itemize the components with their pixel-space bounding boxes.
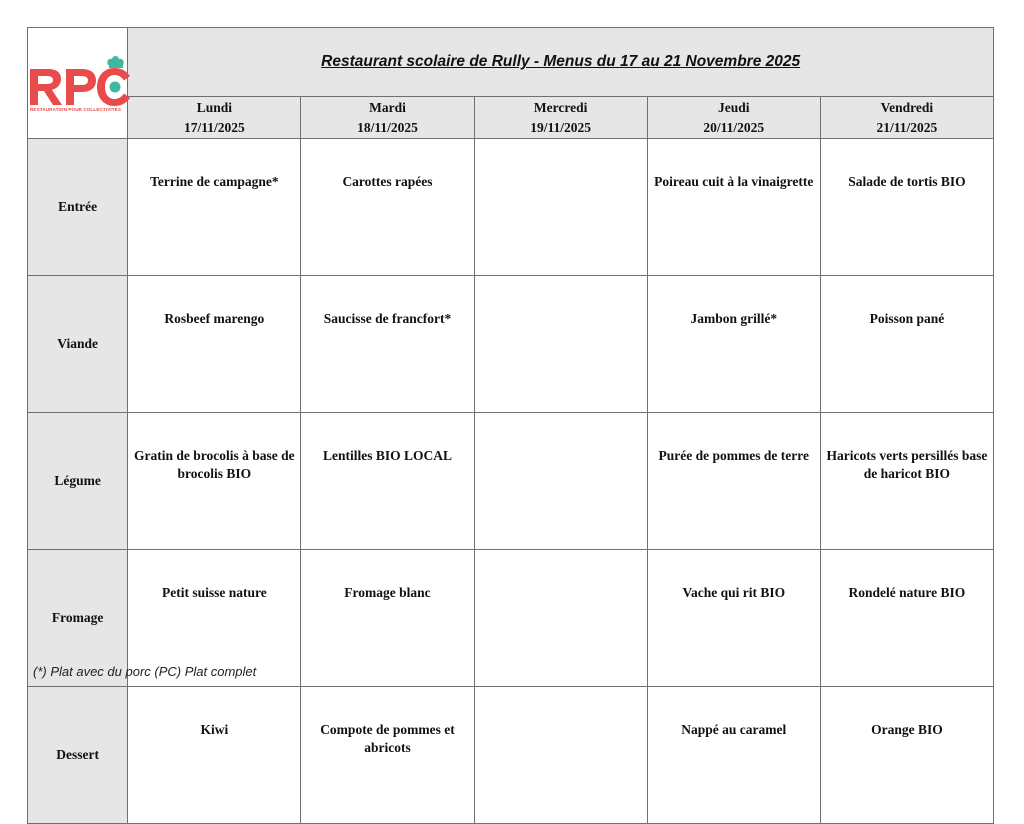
- course-label: Dessert: [28, 687, 128, 824]
- dish-cell: Kiwi: [128, 687, 301, 824]
- day-header-mardi: [301, 97, 474, 139]
- dish-cell: Orange BIO: [820, 687, 993, 824]
- course-row-dessert: [28, 687, 994, 824]
- day-name: Mardi: [369, 99, 406, 115]
- dish-cell: Poireau cuit à la vinaigrette: [647, 139, 820, 276]
- dish-cell: Purée de pommes de terre: [647, 413, 820, 550]
- dish-cell: Fromage blanc: [301, 550, 474, 687]
- dish-cell: Jambon grillé*: [647, 276, 820, 413]
- dish-cell: [474, 550, 647, 687]
- dish-cell: Rosbeef marengo: [128, 276, 301, 413]
- dish-cell: Gratin de brocolis à base de brocolis BIO: [128, 413, 301, 550]
- dish-cell: Carottes rapées: [301, 139, 474, 276]
- menu-table: [27, 27, 994, 824]
- day-name: Vendredi: [880, 99, 934, 115]
- dish-cell: Saucisse de francfort*: [301, 276, 474, 413]
- dish-cell: Haricots verts persillés base de haricot BIO: [820, 413, 993, 550]
- dish-cell: Rondelé nature BIO: [820, 550, 993, 687]
- course-row-legume: [28, 413, 994, 550]
- logo-subtitle: RESTAURATION POUR COLLECTIVITÉS: [30, 107, 121, 112]
- dish-cell: Terrine de campagne*: [128, 139, 301, 276]
- dish-cell: Nappé au caramel: [647, 687, 820, 824]
- days-header-row: [28, 97, 994, 139]
- dish-cell: Salade de tortis BIO: [820, 139, 993, 276]
- day-name: Lundi: [196, 99, 232, 115]
- day-header-jeudi: [647, 97, 820, 139]
- course-label: Légume: [28, 413, 128, 550]
- day-date: 21/11/2025: [876, 119, 938, 135]
- page-title: [128, 28, 994, 97]
- day-header-mercredi: [474, 97, 647, 139]
- day-name: Jeudi: [718, 99, 750, 115]
- day-header-lundi: [128, 97, 301, 139]
- dish-cell: Poisson pané: [820, 276, 993, 413]
- course-row-entree: [28, 139, 994, 276]
- course-label: Entrée: [28, 139, 128, 276]
- dish-cell: Petit suisse nature: [128, 550, 301, 687]
- day-header-vendredi: [820, 97, 993, 139]
- dish-cell: Compote de pommes et abricots: [301, 687, 474, 824]
- day-date: 20/11/2025: [703, 119, 765, 135]
- course-label: Fromage: [28, 550, 128, 687]
- dish-cell: Vache qui rit BIO: [647, 550, 820, 687]
- title-row: [28, 28, 994, 97]
- dish-cell: [474, 276, 647, 413]
- page-title-text: Restaurant scolaire de Rully - Menus du 17 au 21 Novembre 2025: [321, 53, 801, 70]
- footnote: (*) Plat avec du porc (PC) Plat complet: [33, 664, 257, 679]
- logo-cell: [28, 28, 128, 139]
- course-label: Viande: [28, 276, 128, 413]
- day-date: 19/11/2025: [530, 119, 592, 135]
- course-row-viande: [28, 276, 994, 413]
- day-name: Mercredi: [533, 99, 588, 115]
- dish-cell: Lentilles BIO LOCAL: [301, 413, 474, 550]
- day-date: 17/11/2025: [183, 119, 245, 135]
- dish-cell: [474, 413, 647, 550]
- rpc-logo: [28, 49, 131, 117]
- dish-cell: [474, 139, 647, 276]
- dish-cell: [474, 687, 647, 824]
- day-date: 18/11/2025: [357, 119, 418, 135]
